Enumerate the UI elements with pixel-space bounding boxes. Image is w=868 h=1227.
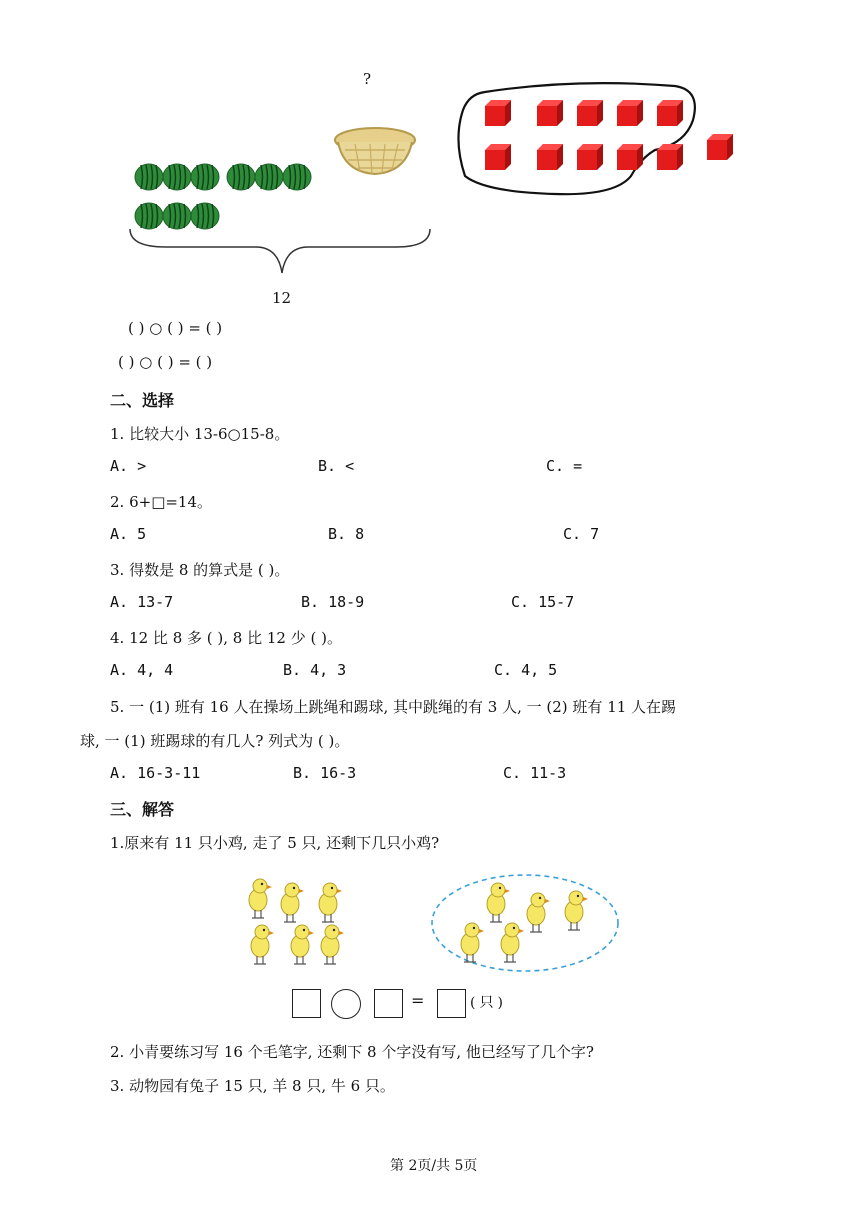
watermelon-icon <box>135 164 163 190</box>
watermelon-icon <box>163 164 191 190</box>
watermelon-icon <box>191 164 219 190</box>
q5-text-line2: 球, 一 (1) 班踢球的有几人? 列式为 ( )。 <box>80 732 350 750</box>
brace-icon <box>126 225 436 280</box>
cube-icon <box>577 100 603 126</box>
chick-icon <box>321 925 344 964</box>
question-mark: ? <box>363 70 372 88</box>
cube-icon <box>617 144 643 170</box>
basket-icon <box>330 118 420 180</box>
s3-q2-text: 2. 小青要练习写 16 个毛笔字, 还剩下 8 个字没有写, 他已经写了几个字? <box>110 1043 594 1061</box>
cube-icon <box>537 144 563 170</box>
q2-option-c: C. 7 <box>563 525 600 543</box>
q3-option-a: A. 13-7 <box>110 593 174 611</box>
answer-box-1[interactable] <box>292 989 321 1018</box>
cube-icon <box>485 100 511 126</box>
section-title-answers: 三、解答 <box>110 800 175 819</box>
unit-label: (只) <box>470 995 507 1011</box>
chick-group <box>240 868 630 978</box>
q5-option-c: C. 11-3 <box>503 764 567 782</box>
chick-icon <box>565 891 588 930</box>
q1-option-a: A. > <box>110 457 147 475</box>
q4-option-a: A. 4, 4 <box>110 661 174 679</box>
q4-text: 4. 12 比 8 多 ( ), 8 比 12 少 ( )。 <box>110 629 342 647</box>
cube-icon <box>577 144 603 170</box>
chick-icon <box>461 923 484 962</box>
equals-sign: = <box>411 991 425 1010</box>
cube-icon <box>537 100 563 126</box>
q2-option-a: A. 5 <box>110 525 147 543</box>
answer-box-3[interactable] <box>437 989 466 1018</box>
watermelon-icon <box>283 164 311 190</box>
total-label: 12 <box>272 289 292 307</box>
chick-icon <box>291 925 314 964</box>
blank-equation-1: ( ) ○ ( ) = ( ) <box>128 319 223 337</box>
q1-option-b: B. < <box>318 457 355 475</box>
chick-icon <box>281 883 304 922</box>
s3-q1-text: 1.原来有 11 只小鸡, 走了 5 只, 还剩下几只小鸡? <box>110 834 440 852</box>
q3-text: 3. 得数是 8 的算式是 ( )。 <box>110 561 290 579</box>
q4-option-b: B. 4, 3 <box>283 661 347 679</box>
cube-icon <box>617 100 643 126</box>
q3-option-b: B. 18-9 <box>301 593 365 611</box>
section-title-choice: 二、选择 <box>110 391 175 410</box>
watermelon-icon <box>227 164 255 190</box>
q2-option-b: B. 8 <box>328 525 365 543</box>
cube-icon <box>485 144 511 170</box>
chick-icon <box>487 883 510 922</box>
q2-text: 2. 6+□=14。 <box>110 493 213 511</box>
q1-option-c: C. = <box>546 457 583 475</box>
chick-icon <box>319 883 342 922</box>
q5-option-a: A. 16-3-11 <box>110 764 201 782</box>
q5-option-b: B. 16-3 <box>293 764 357 782</box>
q3-option-c: C. 15-7 <box>511 593 575 611</box>
s3-q3-text: 3. 动物园有兔子 15 只, 羊 8 只, 牛 6 只。 <box>110 1077 395 1095</box>
chick-icon <box>251 925 274 964</box>
blank-equation-2: ( ) ○ ( ) = ( ) <box>118 353 213 371</box>
page-number: 第 2页/共 5页 <box>390 1158 478 1174</box>
cube-icon <box>657 100 683 126</box>
cube-icon <box>707 134 733 160</box>
operator-circle[interactable] <box>331 989 361 1019</box>
q1-text: 1. 比较大小 13-6○15-8。 <box>110 425 290 443</box>
cube-icon <box>657 144 683 170</box>
chick-icon <box>249 879 272 918</box>
chick-icon <box>501 923 524 962</box>
chick-icon <box>527 893 550 932</box>
q4-option-c: C. 4, 5 <box>494 661 558 679</box>
watermelon-icon <box>255 164 283 190</box>
answer-box-2[interactable] <box>374 989 403 1018</box>
q5-text-line1: 5. 一 (1) 班有 16 人在操场上跳绳和踢球, 其中跳绳的有 3 人, 一 (2) 班有 11 人在踢 <box>110 698 677 716</box>
cube-group <box>455 80 745 200</box>
